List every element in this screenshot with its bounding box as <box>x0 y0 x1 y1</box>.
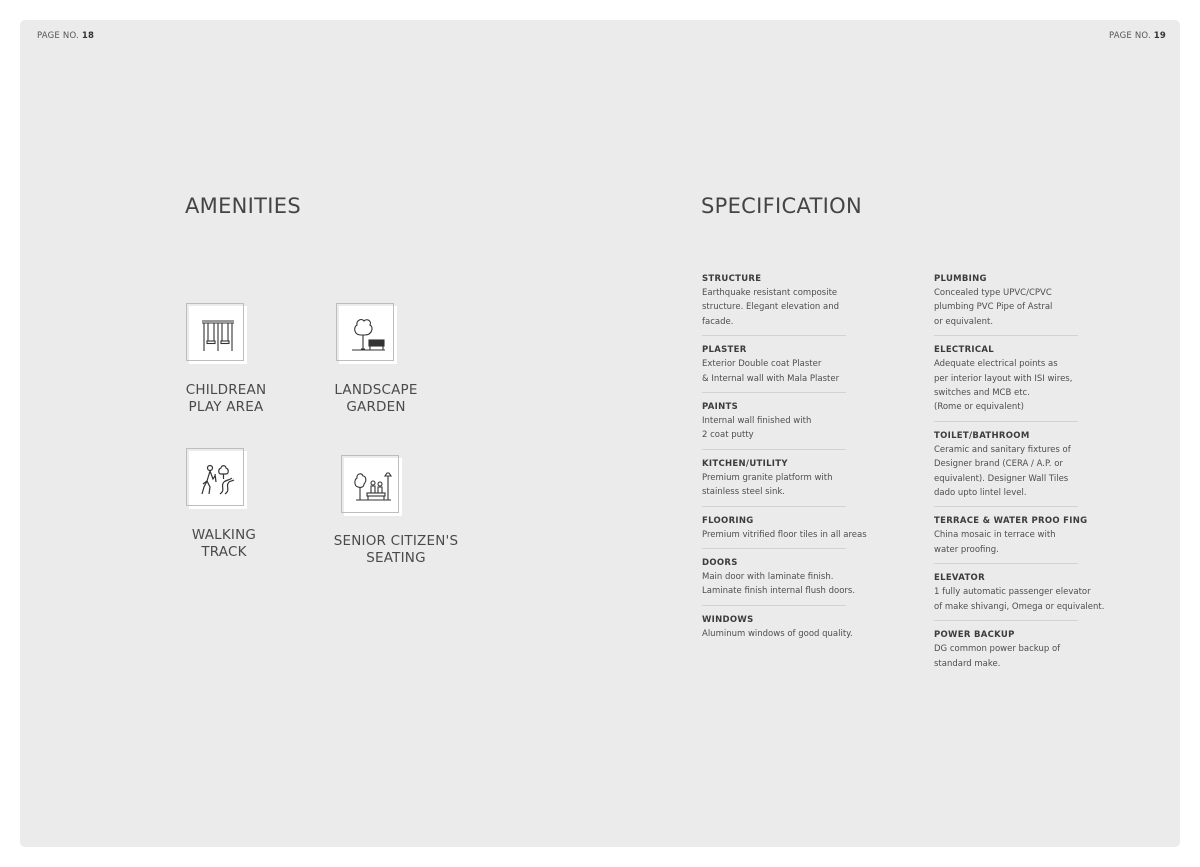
spec-title: ELECTRICAL <box>934 345 995 356</box>
amenity-label-line: CHILDREAN <box>185 382 267 398</box>
amenities-title: AMENITIES <box>185 194 301 218</box>
spec-title: STRUCTURE <box>702 274 762 284</box>
spec-title: PLUMBING <box>934 274 987 284</box>
spec-text: Ceramic and sanitary fixtures of Designer brand (CERA / A.P. or equivalent). Designer Wall Tiles dado upto lintel level. <box>934 444 1071 499</box>
amenity-icon-box <box>344 458 402 516</box>
amenity-label-line: SENIOR CITIZEN'S <box>333 533 459 549</box>
spec-item-windows <box>702 614 853 647</box>
spec-title: POWER BACKUP <box>934 630 1015 641</box>
spec-item-doors <box>702 557 856 606</box>
spec-item-electrical <box>934 344 1078 422</box>
spec-text: Aluminum windows of good quality. <box>702 628 853 639</box>
specification-column-left <box>702 273 877 655</box>
spec-item-plumbing <box>934 273 1078 336</box>
spec-text: Earthquake resistant composite structure. Elegant elevation and facade. <box>702 288 840 327</box>
spec-item-kitchen <box>702 458 846 507</box>
amenity-label-line: TRACK <box>201 544 247 560</box>
spec-item-structure <box>702 273 846 336</box>
amenity-label-line: SEATING <box>366 550 426 566</box>
spec-item-elevator <box>934 572 1105 621</box>
spec-text: 1 fully automatic passenger elevator of make shivangi, Omega or equivalent. <box>934 587 1105 612</box>
spec-text: Adequate electrical points as per interior layout with ISI wires, switches and MCB etc. (Rome or equivalent) <box>934 359 1073 413</box>
spec-text: Premium granite platform with stainless steel sink. <box>702 472 833 498</box>
amenity-label-line: GARDEN <box>346 399 406 415</box>
spec-title: PLASTER <box>702 345 747 356</box>
page-number: 19 <box>1153 31 1166 41</box>
spec-title: ELEVATOR <box>934 573 985 584</box>
spec-item-terrace <box>934 515 1088 564</box>
spec-text: Concealed type UPVC/CPVC plumbing PVC Pipe of Astral or equivalent. <box>934 288 1053 327</box>
swing-icon <box>198 315 238 355</box>
page-number-right <box>1109 31 1166 41</box>
spec-title: FLOORING <box>702 515 754 526</box>
spec-text: DG common power backup of standard make. <box>934 644 1061 669</box>
amenity-label-line: WALKING <box>191 527 257 543</box>
spec-item-toilet <box>934 430 1078 508</box>
spec-item-paints <box>702 401 846 450</box>
spec-text: Premium vitrified floor tiles in all areas <box>702 529 867 540</box>
spec-title: KITCHEN/UTILITY <box>702 458 788 469</box>
specification-column-right <box>934 273 1134 685</box>
amenity-label <box>144 527 304 561</box>
spec-text: Internal wall finished with 2 coat putty <box>702 416 812 441</box>
spec-text: China mosaic in terrace with water proofing. <box>934 530 1056 555</box>
amenity-icon-box <box>339 306 397 364</box>
specification-title: SPECIFICATION <box>701 194 862 218</box>
spec-text: Exterior Double coat Plaster & Internal wall with Mala Plaster <box>702 359 840 384</box>
spec-item-flooring <box>702 515 867 549</box>
brochure-spread <box>20 20 1180 847</box>
page-number: 18 <box>81 31 95 41</box>
amenity-label <box>146 382 306 416</box>
amenity-label-line: LANDSCAPE <box>334 382 418 398</box>
spec-item-power-backup <box>934 629 1078 677</box>
spec-item-plaster <box>702 344 846 393</box>
page-label: PAGE NO. <box>1108 31 1151 41</box>
page-number-left <box>37 31 94 41</box>
amenity-label-line: PLAY AREA <box>188 399 264 415</box>
tree-bench-icon <box>348 315 388 355</box>
amenity-icon-box <box>189 451 247 509</box>
spec-title: PAINTS <box>702 402 739 413</box>
senior-seating-icon <box>353 467 393 507</box>
walking-person-icon <box>198 460 238 500</box>
amenity-icon-box <box>189 306 247 364</box>
page-label: PAGE NO. <box>37 31 79 41</box>
amenity-label <box>296 382 456 416</box>
spec-title: TERRACE & WATER PROO FING <box>934 516 1088 527</box>
spec-title: TOILET/BATHROOM <box>934 430 1030 441</box>
spec-title: DOORS <box>702 558 738 569</box>
spec-title: WINDOWS <box>702 614 754 625</box>
spec-text: Main door with laminate finish. Laminate finish internal flush doors. <box>702 572 856 597</box>
amenity-label <box>316 533 476 567</box>
